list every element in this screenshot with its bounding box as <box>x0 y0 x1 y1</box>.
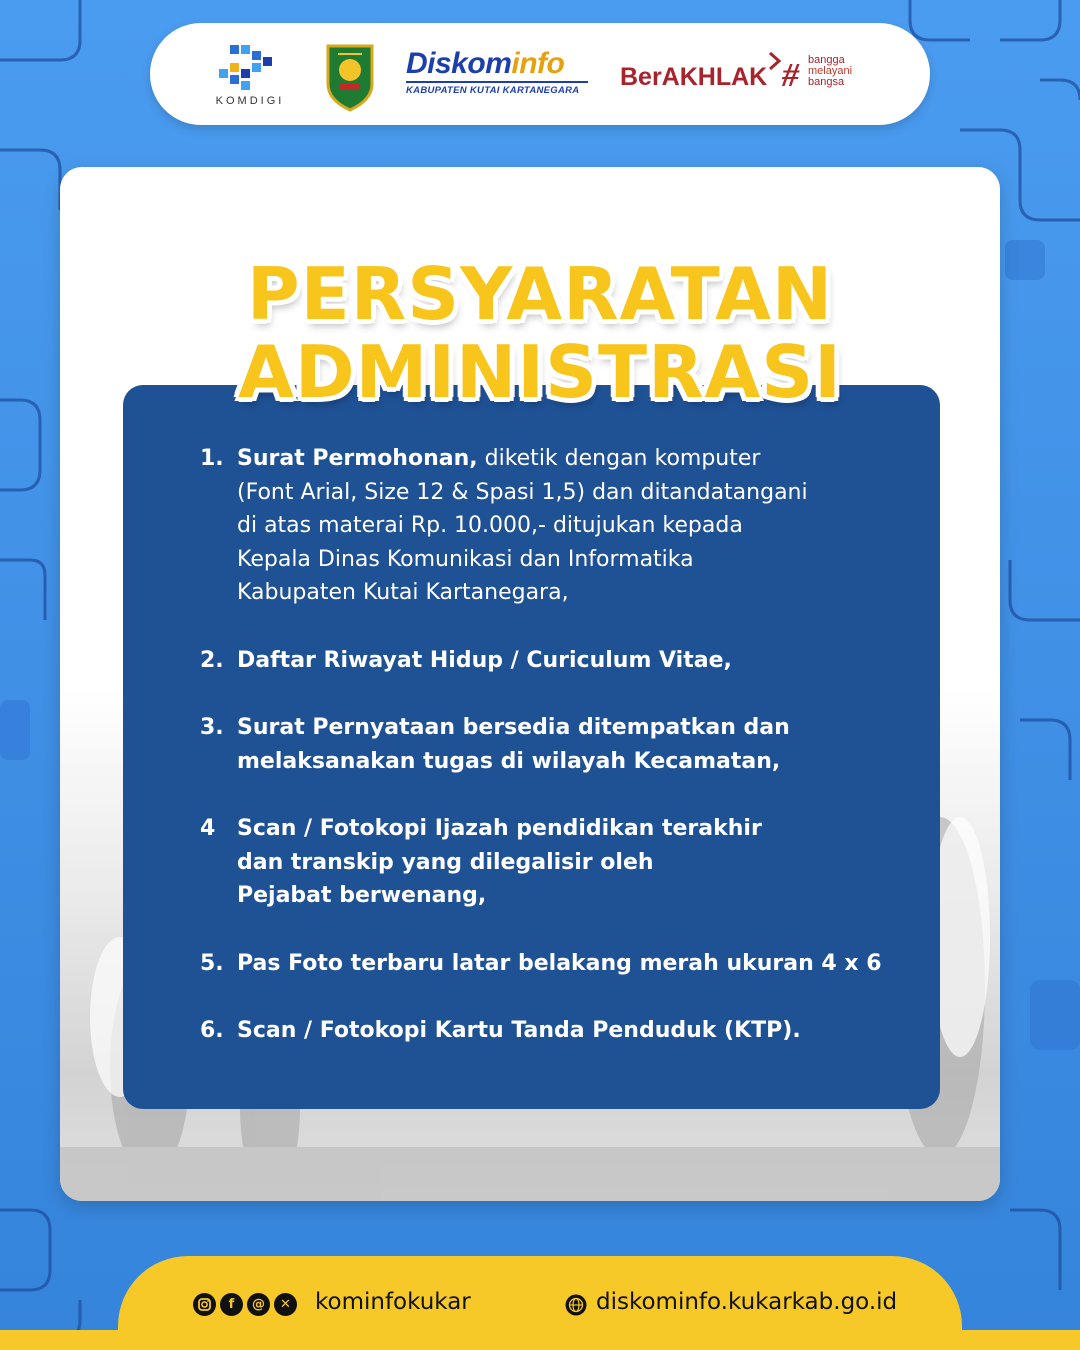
kutai-kartanegara-emblem <box>322 40 378 112</box>
page-title <box>60 252 1020 414</box>
berakhlak-logo: BerAKHLAK # bangga melayani bangsa <box>620 47 880 103</box>
berakhlak-tagline: bangga melayani bangsa <box>808 54 853 88</box>
list-item: 4 Scan / Fotokopi Ijazah pendidikan terakhir dan transkip yang dilegalisir oleh Pejabat berwenang, <box>200 812 900 913</box>
berakhlak-wordmark: BerAKHLAK <box>620 63 768 91</box>
diskominfo-logo: Diskominfo KABUPATEN KUTAI KARTANEGARA <box>406 48 590 98</box>
item-number: 1. <box>200 446 224 471</box>
x-icon[interactable]: ✕ <box>274 1293 297 1316</box>
item-number: 5. <box>200 950 224 976</box>
facebook-icon[interactable]: f <box>220 1293 243 1316</box>
logo-header-bar <box>150 23 930 125</box>
diskominfo-subtitle: KABUPATEN KUTAI KARTANEGARA <box>406 85 580 96</box>
title-line-2: ADMINISTRASI <box>238 330 842 414</box>
item-number: 3. <box>200 715 224 740</box>
item-bold-text: Surat Permohonan, <box>237 446 478 471</box>
list-item: 3. Surat Pernyataan bersedia ditempatkan dan melaksanakan tugas di wilayah Kecamatan, <box>200 711 900 778</box>
list-item: 6. Scan / Fotokopi Kartu Tanda Penduduk (KTP). <box>200 1014 900 1048</box>
item-number: 6. <box>200 1018 224 1043</box>
list-item: 1. Surat Permohonan, diketik dengan komputer (Font Arial, Size 12 & Spasi 1,5) dan ditandatangani di atas materai Rp. 10.000,- ditujukan kepada Kepala Dinas Komunikasi dan Informatika Kabupaten Kutai Kartanegara, <box>200 442 900 610</box>
item-number: 2. <box>200 647 224 673</box>
chevron-right-icon <box>768 51 782 71</box>
list-item: 5. Pas Foto terbaru latar belakang merah ukuran 4 x 6 <box>200 947 900 981</box>
instagram-icon[interactable] <box>193 1293 216 1316</box>
komdigi-logo <box>208 41 292 115</box>
requirements-list <box>200 442 900 1048</box>
item-number: 4 <box>200 816 216 841</box>
komdigi-wordmark: KOMDIGI <box>215 95 285 107</box>
list-item: 2. Daftar Riwayat Hidup / Curiculum Vitae, <box>200 644 900 678</box>
threads-icon[interactable]: @ <box>247 1293 270 1316</box>
website-link[interactable]: diskominfo.kukarkab.go.id <box>596 1289 898 1315</box>
title-line-1: PERSYARATAN <box>246 252 834 336</box>
globe-icon <box>565 1294 587 1316</box>
social-handle[interactable]: kominfokukar <box>315 1289 471 1315</box>
